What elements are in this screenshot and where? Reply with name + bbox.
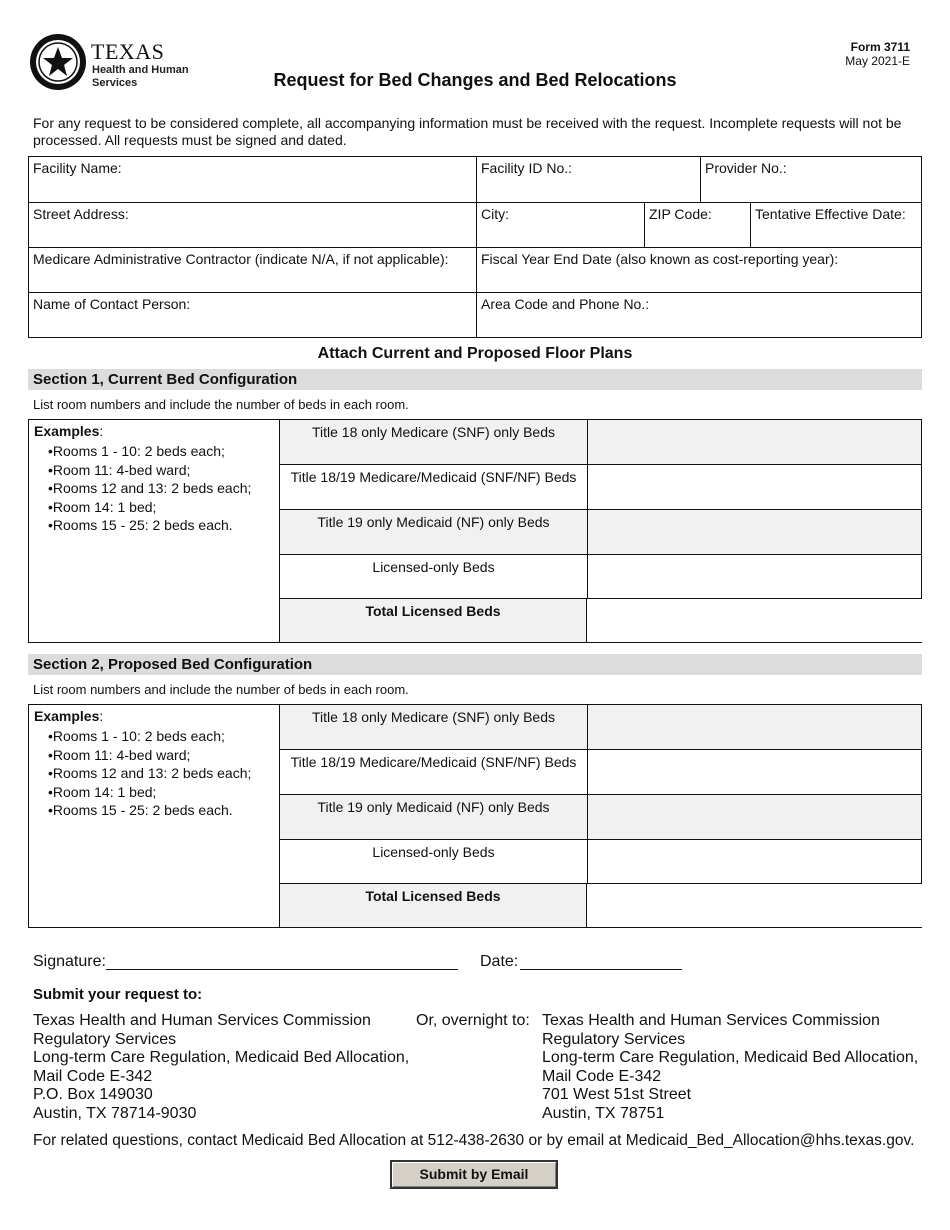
bed-label: Title 18/19 Medicare/Medicaid (SNF/NF) Beds bbox=[279, 750, 587, 794]
bed-label: Title 19 only Medicaid (NF) only Beds bbox=[279, 510, 587, 554]
address-line: P.O. Box 149030 bbox=[33, 1086, 153, 1103]
info-row-2 bbox=[29, 202, 921, 247]
overnight-address bbox=[542, 1012, 918, 1123]
bed-value-field[interactable] bbox=[587, 705, 922, 749]
bed-value-field[interactable] bbox=[587, 555, 922, 598]
form-number-block bbox=[845, 40, 910, 68]
bed-label: Title 18 only Medicare (SNF) only Beds bbox=[279, 420, 587, 464]
bed-label: Title 18/19 Medicare/Medicaid (SNF/NF) Beds bbox=[279, 465, 587, 509]
bed-row-snf-nf bbox=[279, 749, 922, 794]
logo-texas-text: TEXAS bbox=[91, 39, 165, 64]
example-item: • Room 11: 4-bed ward; bbox=[48, 461, 274, 480]
address-line: Texas Health and Human Services Commission bbox=[33, 1012, 371, 1029]
street-address-field[interactable] bbox=[29, 203, 476, 247]
effective-date-label: Tentative Effective Date: bbox=[755, 206, 906, 222]
info-row-1 bbox=[29, 157, 921, 202]
logo-subtitle: Health and Human Services bbox=[92, 64, 189, 89]
example-item: • Room 11: 4-bed ward; bbox=[48, 746, 274, 765]
bed-row-total bbox=[279, 599, 922, 643]
signature-field[interactable] bbox=[106, 969, 458, 970]
bed-value-field[interactable] bbox=[587, 750, 922, 794]
facility-id-field[interactable] bbox=[476, 157, 700, 202]
examples-list bbox=[48, 442, 274, 535]
address-line: 701 West 51st Street bbox=[542, 1086, 692, 1103]
examples-label: Examples bbox=[34, 708, 100, 724]
bed-value-field[interactable] bbox=[587, 420, 922, 464]
fiscal-year-field[interactable] bbox=[476, 248, 921, 292]
bed-total-blank bbox=[587, 599, 922, 642]
bed-total-blank bbox=[587, 884, 922, 927]
section1-heading: Section 1, Current Bed Configuration bbox=[28, 369, 922, 390]
overnight-label: Or, overnight to: bbox=[416, 1012, 530, 1029]
bed-value-field[interactable] bbox=[587, 795, 922, 839]
info-row-3 bbox=[29, 247, 921, 292]
address-line: Long-term Care Regulation, Medicaid Bed Allocation, bbox=[33, 1049, 410, 1066]
example-item: • Rooms 12 and 13: 2 beds each; bbox=[48, 479, 274, 498]
address-line: Long-term Care Regulation, Medicaid Bed Allocation, bbox=[542, 1049, 919, 1066]
bed-row-nf bbox=[279, 794, 922, 839]
section2-bed-rows bbox=[279, 704, 922, 928]
phone-field[interactable] bbox=[476, 293, 921, 337]
example-item: • Rooms 15 - 25: 2 beds each. bbox=[48, 801, 274, 820]
facility-name-label: Facility Name: bbox=[33, 160, 122, 176]
date-field[interactable] bbox=[520, 969, 682, 970]
section2-note: List room numbers and include the number of beds in each room. bbox=[33, 682, 409, 697]
example-item: • Rooms 12 and 13: 2 beds each; bbox=[48, 764, 274, 783]
address-line: Regulatory Services bbox=[542, 1030, 686, 1048]
bed-label: Licensed-only Beds bbox=[279, 840, 587, 883]
attach-heading: Attach Current and Proposed Floor Plans bbox=[317, 345, 633, 362]
section2-examples: Examples: • Rooms 1 - 10: 2 beds each; • Room 11: 4-bed ward; • Rooms 12 and 13: 2 beds each; • Room 14: 1 bed; • Rooms 15 - 25: 2 beds each. bbox=[28, 704, 280, 928]
signature-label: Signature: bbox=[33, 953, 106, 970]
info-row-4 bbox=[29, 292, 921, 337]
bed-row-snf bbox=[279, 704, 922, 749]
section2-heading: Section 2, Proposed Bed Configuration bbox=[28, 654, 922, 675]
bed-row-snf-nf bbox=[279, 464, 922, 509]
example-item: • Rooms 15 - 25: 2 beds each. bbox=[48, 516, 274, 535]
mac-field[interactable] bbox=[29, 248, 476, 292]
city-label: City: bbox=[481, 206, 509, 222]
mac-label: Medicare Administrative Contractor (indicate N/A, if not applicable): bbox=[33, 251, 449, 267]
address-line: Regulatory Services bbox=[33, 1030, 177, 1048]
provider-no-label: Provider No.: bbox=[705, 160, 787, 176]
form-number: Form 3711 bbox=[850, 40, 910, 54]
address-line: Mail Code E-342 bbox=[542, 1067, 662, 1085]
section1-config bbox=[28, 419, 922, 643]
address-line: Austin, TX 78751 bbox=[542, 1104, 665, 1122]
bed-row-nf bbox=[279, 509, 922, 554]
bed-value-field[interactable] bbox=[587, 840, 922, 883]
zip-label: ZIP Code: bbox=[649, 206, 712, 222]
bed-label-total: Total Licensed Beds bbox=[279, 599, 587, 642]
bed-label-total: Total Licensed Beds bbox=[279, 884, 587, 927]
bed-row-total bbox=[279, 884, 922, 928]
zip-field[interactable] bbox=[644, 203, 750, 247]
bed-row-licensed bbox=[279, 554, 922, 599]
example-item: • Rooms 1 - 10: 2 beds each; bbox=[48, 727, 274, 746]
bed-value-field[interactable] bbox=[587, 510, 922, 554]
example-item: • Room 14: 1 bed; bbox=[48, 783, 274, 802]
facility-name-field[interactable] bbox=[29, 157, 476, 202]
street-address-label: Street Address: bbox=[33, 206, 129, 222]
example-item: • Rooms 1 - 10: 2 beds each; bbox=[48, 442, 274, 461]
effective-date-field[interactable] bbox=[750, 203, 921, 247]
facility-id-label: Facility ID No.: bbox=[481, 160, 573, 176]
contact-person-label: Name of Contact Person: bbox=[33, 296, 191, 312]
submit-heading: Submit your request to: bbox=[33, 986, 203, 1003]
section1-bed-rows bbox=[279, 419, 922, 643]
fiscal-year-label: Fiscal Year End Date (also known as cost-reporting year): bbox=[481, 251, 839, 267]
contact-person-field[interactable] bbox=[29, 293, 476, 337]
date-label: Date: bbox=[480, 953, 519, 970]
phone-label: Area Code and Phone No.: bbox=[481, 296, 650, 312]
examples-label: Examples bbox=[34, 423, 100, 439]
provider-no-field[interactable] bbox=[700, 157, 921, 202]
bed-row-snf bbox=[279, 419, 922, 464]
section2-config bbox=[28, 704, 922, 928]
form-date: May 2021-E bbox=[845, 54, 910, 68]
bed-label: Title 18 only Medicare (SNF) only Beds bbox=[279, 705, 587, 749]
section1-examples: Examples: • Rooms 1 - 10: 2 beds each; • Room 11: 4-bed ward; • Rooms 12 and 13: 2 beds each; • Room 14: 1 bed; • Rooms 15 - 25: 2 beds each. bbox=[28, 419, 280, 643]
city-field[interactable] bbox=[476, 203, 644, 247]
address-line: Austin, TX 78714-9030 bbox=[33, 1104, 197, 1122]
bed-label: Licensed-only Beds bbox=[279, 555, 587, 598]
bed-value-field[interactable] bbox=[587, 465, 922, 509]
address-line: Mail Code E-342 bbox=[33, 1067, 153, 1085]
facility-info-table bbox=[28, 156, 922, 338]
intro-text: For any request to be considered complete, all accompanying information must be received with the request. Incomplete requests will not be processed. All requests must be signed and dated. bbox=[33, 115, 902, 148]
related-questions-text: For related questions, contact Medicaid Bed Allocation at 512-438-2630 or by email at Medicaid_Bed_Allocation@hhs.texas.gov. bbox=[33, 1132, 915, 1149]
section1-note: List room numbers and include the number of beds in each room. bbox=[33, 397, 409, 412]
mail-address bbox=[33, 1012, 409, 1123]
bed-label: Title 19 only Medicaid (NF) only Beds bbox=[279, 795, 587, 839]
bed-row-licensed bbox=[279, 839, 922, 884]
examples-list bbox=[48, 727, 274, 820]
page-title: Request for Bed Changes and Bed Relocations bbox=[273, 70, 677, 90]
submit-by-email-button[interactable]: Submit by Email bbox=[390, 1160, 558, 1189]
address-line: Texas Health and Human Services Commission bbox=[542, 1012, 880, 1029]
example-item: • Room 14: 1 bed; bbox=[48, 498, 274, 517]
